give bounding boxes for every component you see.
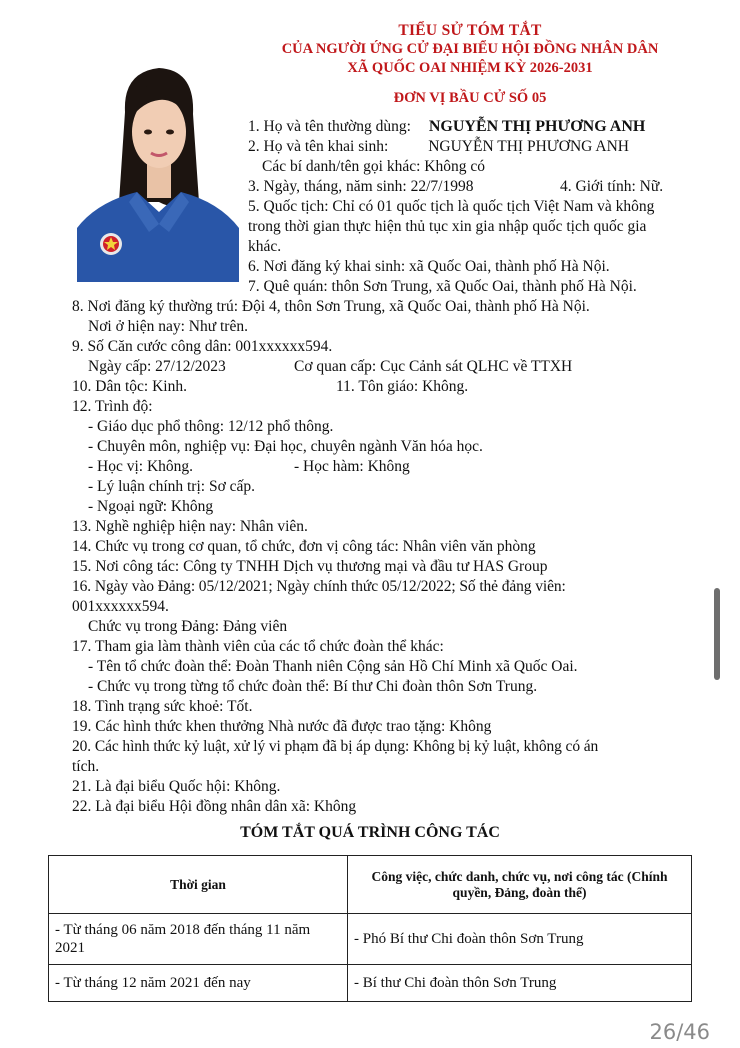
field-party-admission: 16. Ngày vào Đảng: 05/12/2021; Ngày chính thức 05/12/2022; Số thẻ đảng viên: (72, 578, 566, 595)
field-occupation: 13. Nghề nghiệp hiện nay: Nhân viên. (72, 518, 308, 535)
field-religion: 11. Tôn giáo: Không. (336, 378, 469, 395)
field-general-education: - Giáo dục phổ thông: 12/12 phổ thông. (88, 418, 334, 435)
table-row (49, 914, 692, 965)
field-workplace: 15. Nơi công tác: Công ty TNHH Dịch vụ thương mại và đầu tư HAS Group (72, 558, 548, 575)
electoral-unit: ĐƠN VỊ BẦU CỬ SỐ 05 (393, 90, 547, 106)
field-current-address: Nơi ở hiện nay: Như trên. (88, 318, 248, 335)
field-discipline: 20. Các hình thức kỷ luật, xử lý vi phạm đã bị áp dụng: Không bị kỷ luật, không có án (72, 738, 599, 755)
field-organization-role: - Chức vụ trong từng tổ chức đoàn thể: Bí thư Chi đoàn thôn Sơn Trung. (88, 678, 538, 695)
field-degree: - Học vị: Không. (88, 458, 194, 475)
row-job: - Bí thư Chi đoàn thôn Sơn Trung (348, 965, 692, 1002)
field-party-card: 001xxxxxx594. (72, 598, 169, 615)
row-time: - Từ tháng 12 năm 2021 đến nay (49, 965, 348, 1002)
field-nationality-end: khác. (248, 238, 282, 255)
header-time: Thời gian (49, 856, 348, 914)
document-term: XÃ QUỐC OAI NHIỆM KỲ 2026-2031 (347, 60, 593, 76)
field-ethnicity: 10. Dân tộc: Kinh. (72, 378, 187, 395)
field-birthdate: 3. Ngày, tháng, năm sinh: 22/7/1998 (248, 178, 474, 195)
field-position: 14. Chức vụ trong cơ quan, tổ chức, đơn vị công tác: Nhân viên văn phòng (72, 538, 536, 555)
row-time: - Từ tháng 06 năm 2018 đến tháng 11 năm 2021 (49, 914, 348, 965)
candidate-portrait (77, 52, 239, 282)
work-history-title: TÓM TẮT QUÁ TRÌNH CÔNG TÁC (240, 824, 500, 841)
field-discipline-end: tích. (72, 758, 100, 775)
field-label: 2. Họ và tên khai sinh: (248, 138, 389, 155)
field-education-heading: 12. Trình độ: (72, 398, 153, 415)
field-national-assembly: 21. Là đại biểu Quốc hội: Không. (72, 778, 281, 795)
candidate-birth-name: NGUYỄN THỊ PHƯƠNG ANH (428, 138, 629, 155)
portrait-illustration (77, 52, 239, 282)
field-birth-name (248, 137, 629, 156)
field-alias: Các bí danh/tên gọi khác: Không có (262, 158, 485, 175)
candidate-common-name: NGUYỄN THỊ PHƯƠNG ANH (428, 118, 646, 135)
field-id-issuer: Cơ quan cấp: Cục Cảnh sát QLHC về TTXH (294, 358, 573, 375)
document-subtitle: CỦA NGƯỜI ỨNG CỬ ĐẠI BIỂU HỘI ĐỒNG NHÂN DÂN (281, 41, 659, 57)
field-nationality: 5. Quốc tịch: Chỉ có 01 quốc tịch là quốc tịch Việt Nam và không (248, 198, 655, 215)
field-organizations: 17. Tham gia làm thành viên của các tổ chức đoàn thể khác: (72, 638, 444, 655)
field-foreign-language: - Ngoại ngữ: Không (88, 498, 214, 515)
page-indicator: 26/46 (649, 1020, 710, 1044)
field-awards: 19. Các hình thức khen thưởng Nhà nước đã được trao tặng: Không (72, 718, 492, 735)
field-permanent-address: 8. Nơi đăng ký thường trú: Đội 4, thôn Sơn Trung, xã Quốc Oai, thành phố Hà Nội. (72, 298, 590, 315)
field-id-issue-date: Ngày cấp: 27/12/2023 (88, 358, 226, 375)
field-common-name (248, 117, 645, 136)
field-gender: 4. Giới tính: Nữ. (560, 178, 664, 195)
field-academic-title: - Học hàm: Không (294, 458, 410, 475)
field-nationality-cont: trong thời gian thực hiện thủ tục xin gia nhập quốc tịch quốc gia (248, 218, 647, 235)
document-title: TIỂU SỬ TÓM TẮT (398, 22, 542, 39)
field-hometown: 7. Quê quán: thôn Sơn Trung, xã Quốc Oai, thành phố Hà Nội. (248, 278, 637, 295)
field-council-deputy: 22. Là đại biểu Hội đồng nhân dân xã: Không (72, 798, 357, 815)
field-party-position: Chức vụ trong Đảng: Đảng viên (88, 618, 288, 635)
field-specialization: - Chuyên môn, nghiệp vụ: Đại học, chuyên ngành Văn hóa học. (88, 438, 483, 455)
table-header-row (49, 856, 692, 914)
table-row (49, 965, 692, 1002)
work-history-table (48, 855, 692, 1002)
field-organization-name: - Tên tổ chức đoàn thể: Đoàn Thanh niên Cộng sản Hồ Chí Minh xã Quốc Oai. (88, 658, 578, 675)
field-label: 1. Họ và tên thường dùng: (248, 118, 411, 135)
field-id-number: 9. Số Căn cước công dân: 001xxxxxx594. (72, 338, 333, 355)
field-health: 18. Tình trạng sức khoẻ: Tốt. (72, 698, 253, 715)
row-job: - Phó Bí thư Chi đoàn thôn Sơn Trung (348, 914, 692, 965)
scrollbar-thumb[interactable] (714, 588, 720, 680)
header-job: Công việc, chức danh, chức vụ, nơi công tác (Chính quyền, Đảng, đoàn thể) (348, 856, 692, 914)
field-political-theory: - Lý luận chính trị: Sơ cấp. (88, 478, 256, 495)
field-birth-registration: 6. Nơi đăng ký khai sinh: xã Quốc Oai, thành phố Hà Nội. (248, 258, 610, 275)
